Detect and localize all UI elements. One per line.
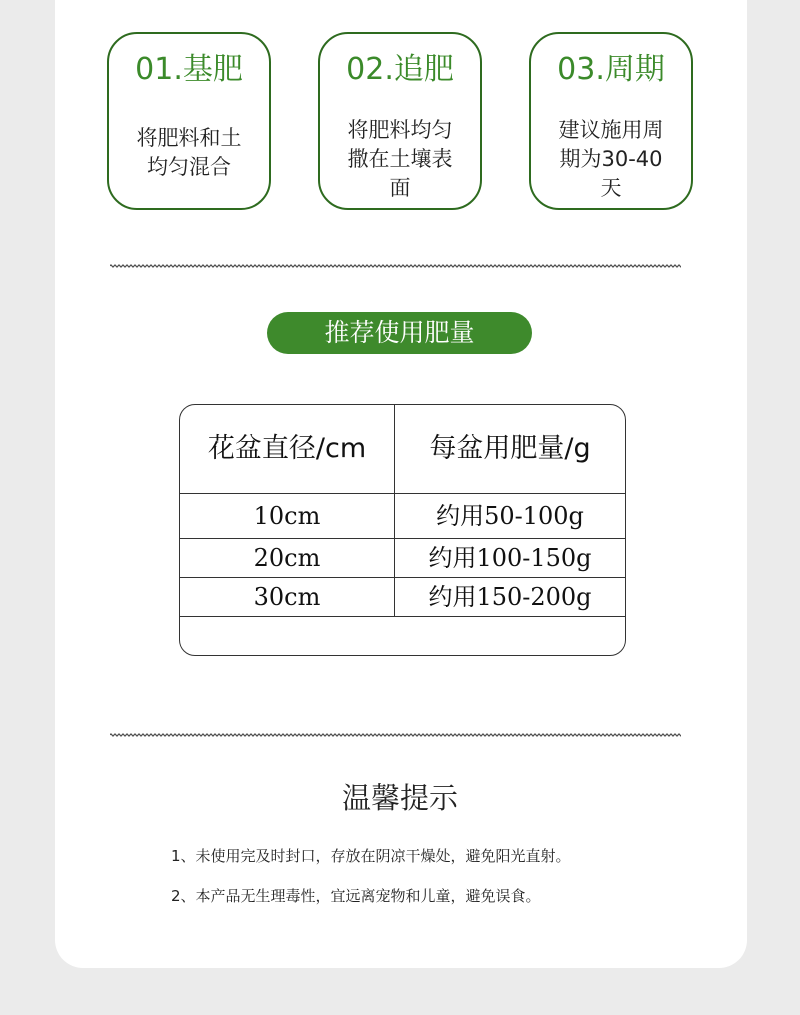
- table-header-dosage: 每盆用肥量/g: [429, 433, 591, 464]
- step-title: 02.追肥: [346, 52, 454, 87]
- dosage-table: [179, 404, 626, 656]
- table-cell-diameter: 30cm: [253, 583, 321, 611]
- step-title: 01.基肥: [135, 52, 243, 87]
- table-header-pot-diameter: 花盆直径/cm: [207, 433, 367, 464]
- table-row-divider: [180, 616, 625, 617]
- step-line: 均匀混合: [147, 155, 231, 179]
- wavy-divider: [110, 262, 681, 270]
- step-line: 天: [600, 176, 622, 200]
- step-description: [334, 116, 466, 203]
- table-cell-diameter: 10cm: [253, 502, 321, 530]
- step-description: [545, 116, 677, 203]
- table-cell-dosage: 约用100-150g: [428, 544, 592, 572]
- tip-item: 1、未使用完及时封口，存放在阴凉干燥处，避免阳光直射。: [171, 847, 571, 865]
- step-line: 将肥料均匀: [347, 118, 453, 142]
- step-description: [123, 124, 255, 182]
- table-cell-dosage: 约用50-100g: [436, 502, 584, 530]
- step-card-cycle: [529, 32, 693, 210]
- step-card-base-fertilizer: [107, 32, 271, 210]
- step-line: 建议施用周: [558, 118, 664, 142]
- step-line: 将肥料和土: [136, 126, 242, 150]
- table-cell-diameter: 20cm: [253, 544, 321, 572]
- step-line: 撒在土壤表: [347, 147, 453, 171]
- step-line: 期为30-40: [559, 147, 663, 171]
- tips-title: 温馨提示: [341, 781, 458, 815]
- wavy-divider: [110, 731, 681, 739]
- table-cell-dosage: 约用150-200g: [428, 583, 592, 611]
- step-title: 03.周期: [557, 52, 665, 87]
- table-row-divider: [180, 493, 625, 494]
- step-line: 面: [389, 176, 411, 200]
- step-card-top-dressing: [318, 32, 482, 210]
- tip-item: 2、本产品无生理毒性，宜远离宠物和儿童，避免误食。: [171, 887, 541, 905]
- recommended-dosage-badge: 推荐使用肥量: [267, 312, 532, 354]
